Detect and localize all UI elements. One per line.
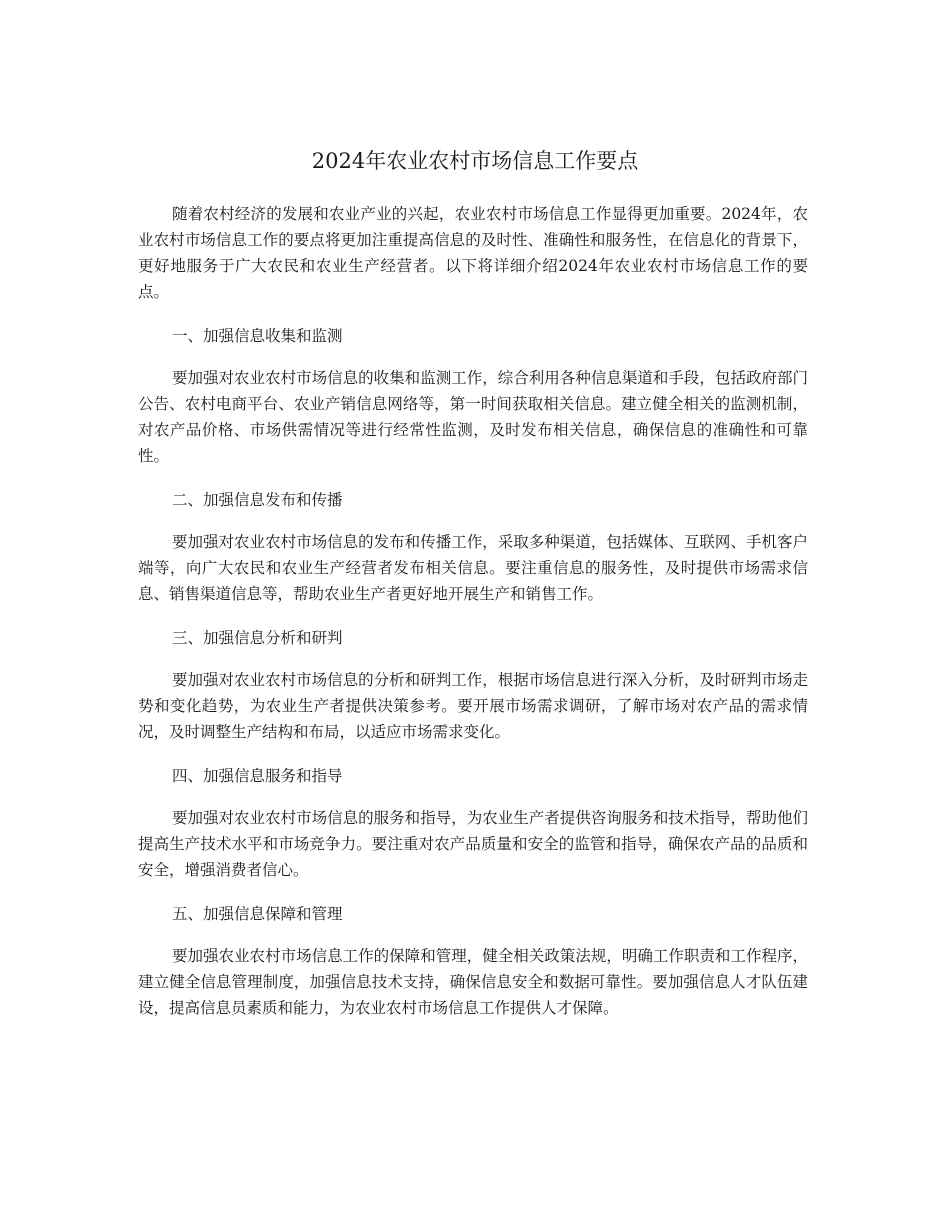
spacer bbox=[138, 789, 808, 805]
spacer bbox=[138, 927, 808, 943]
section-heading-4: 四、加强信息服务和指导 bbox=[172, 767, 343, 785]
spacer bbox=[138, 349, 808, 365]
section-body-1: 要加强对农业农村市场信息的收集和监测工作，综合利用各种信息渠道和手段，包括政府部门公告、农村电商平台、农业产销信息网络等，第一时间获取相关信息。建立健全相关的监测机制，对农产品价格、市场供需情况等进行经常性监测，及时发布相关信息，确保信息的准确性和可靠性。 bbox=[138, 369, 808, 465]
document-body bbox=[138, 201, 808, 1021]
intro-paragraph: 随着农村经济的发展和农业产业的兴起，农业农村市场信息工作显得更加重要。2024年，农业农村市场信息工作的要点将更加注重提高信息的及时性、准确性和服务性，在信息化的背景下，更好地服务于广大农民和农业生产经营者。以下将详细介绍2024年农业农村市场信息工作的要点。 bbox=[138, 205, 808, 301]
spacer bbox=[138, 513, 808, 529]
section-heading-3: 三、加强信息分析和研判 bbox=[172, 629, 343, 647]
section-body-4: 要加强对农业农村市场信息的服务和指导，为农业生产者提供咨询服务和技术指导，帮助他们提高生产技术水平和市场竞争力。要注重对农产品质量和安全的监管和指导，确保农产品的品质和安全，增强消费者信心。 bbox=[138, 809, 808, 879]
spacer bbox=[138, 607, 808, 625]
spacer bbox=[138, 305, 808, 323]
spacer bbox=[138, 469, 808, 487]
spacer bbox=[138, 745, 808, 763]
spacer bbox=[138, 651, 808, 667]
section-body-3: 要加强对农业农村市场信息的分析和研判工作，根据市场信息进行深入分析，及时研判市场走势和变化趋势，为农业生产者提供决策参考。要开展市场需求调研，了解市场对农产品的需求情况，及时调整生产结构和布局，以适应市场需求变化。 bbox=[138, 671, 808, 741]
section-body-5: 要加强农业农村市场信息工作的保障和管理，健全相关政策法规，明确工作职责和工作程序，建立健全信息管理制度，加强信息技术支持，确保信息安全和数据可靠性。要加强信息人才队伍建设，提高信息员素质和能力，为农业农村市场信息工作提供人才保障。 bbox=[138, 947, 808, 1017]
spacer bbox=[138, 883, 808, 901]
section-heading-2: 二、加强信息发布和传播 bbox=[172, 491, 343, 509]
section-heading-1: 一、加强信息收集和监测 bbox=[172, 327, 343, 345]
section-body-2: 要加强对农业农村市场信息的发布和传播工作，采取多种渠道，包括媒体、互联网、手机客户端等，向广大农民和农业生产经营者发布相关信息。要注重信息的服务性，及时提供市场需求信息、销售渠道信息等，帮助农业生产者更好地开展生产和销售工作。 bbox=[138, 533, 808, 603]
document-title: 2024年农业农村市场信息工作要点 bbox=[311, 149, 639, 173]
section-heading-5: 五、加强信息保障和管理 bbox=[172, 905, 343, 923]
